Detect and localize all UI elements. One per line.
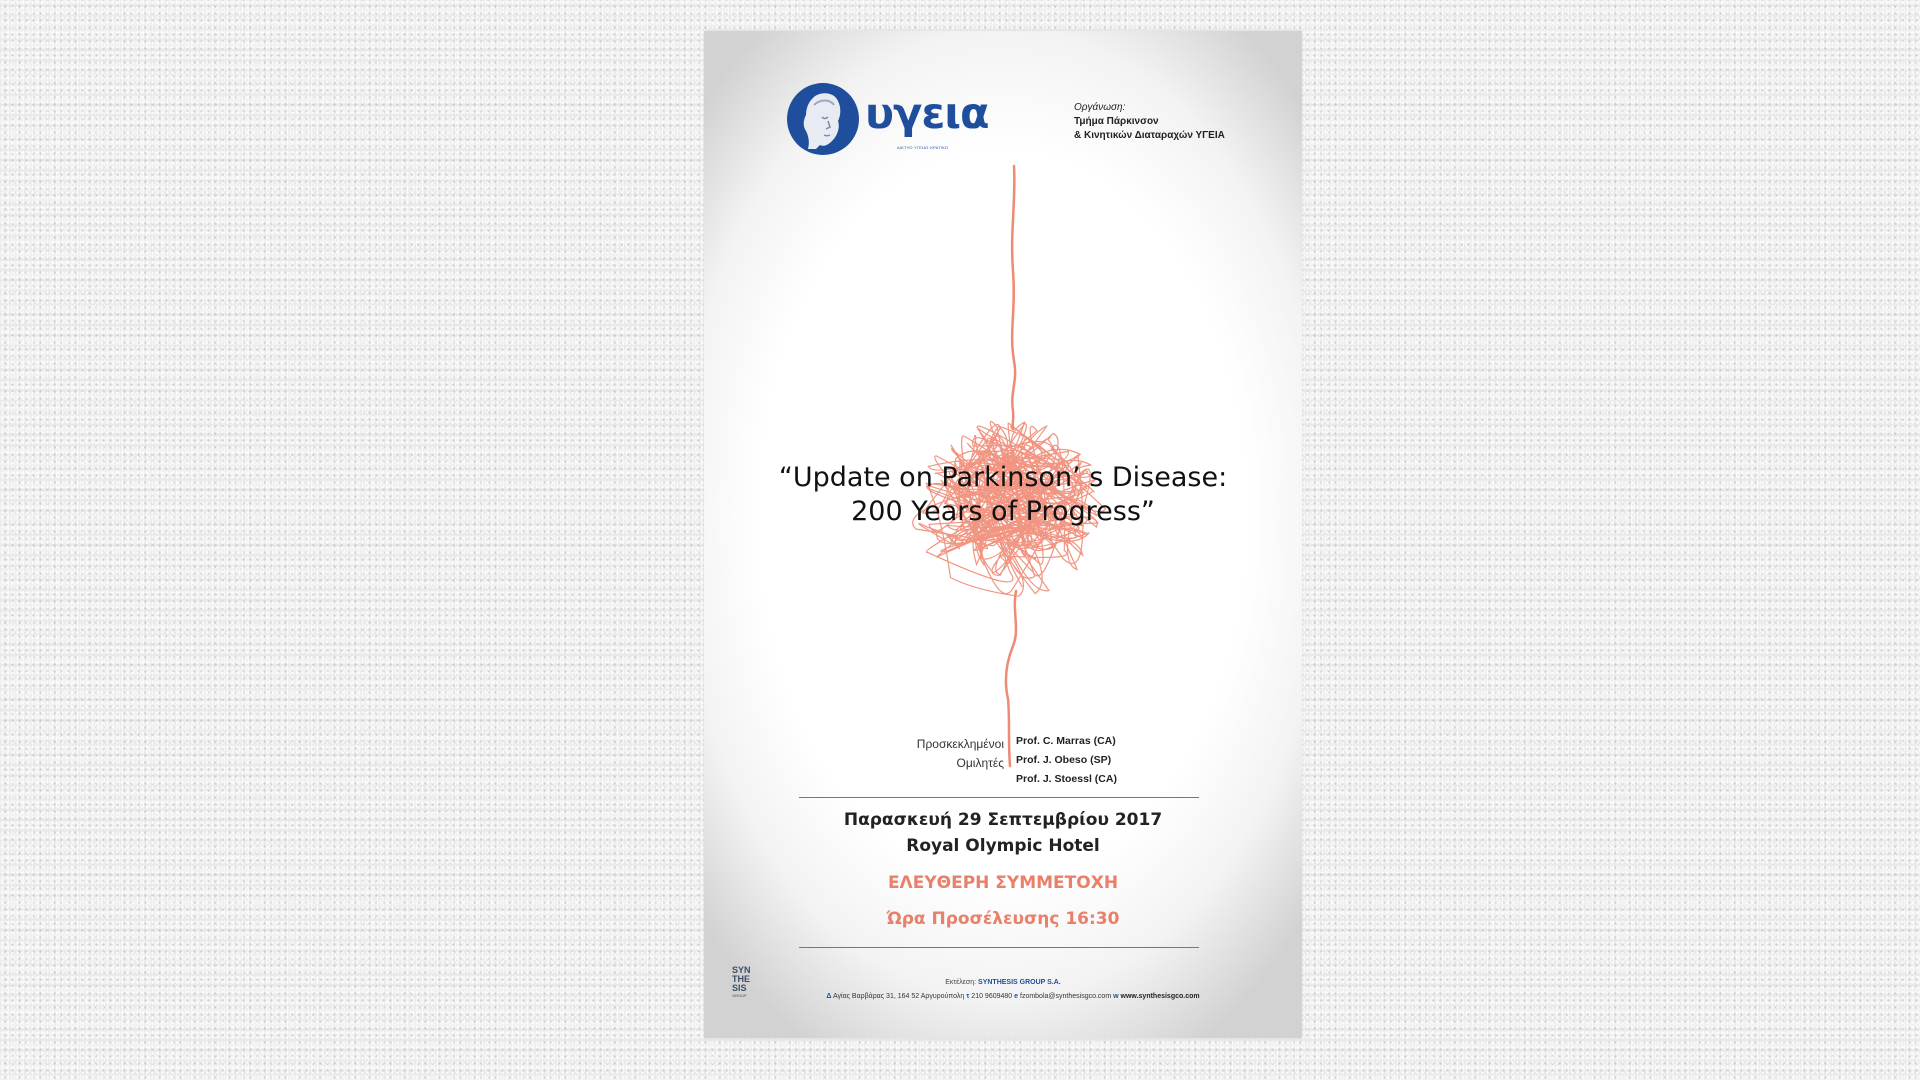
title-line-1: “Update on Parkinson’ s Disease: bbox=[778, 462, 1228, 493]
thread-top bbox=[1012, 166, 1015, 429]
address: Αγίας Βαρβάρας 31, 164 52 Αργυρούπολη bbox=[832, 993, 965, 1000]
divider-bottom bbox=[799, 947, 1199, 948]
exec-company: SYNTHESIS GROUP S.A. bbox=[978, 979, 1061, 986]
website: www.synthesisgco.com bbox=[1120, 993, 1200, 1000]
exec-label: Εκτέλεση: bbox=[945, 979, 977, 986]
divider-top bbox=[799, 797, 1199, 798]
organizer-line-2: & Κινητικών Διαταραχών ΥΓΕΙΑ bbox=[1074, 130, 1225, 141]
logo-tagline: ΔΙΚΤΥΟ ΥΓΕΙΑΣ ΚΡΑΤΙΚΟ bbox=[897, 145, 949, 150]
web-key: w bbox=[1113, 993, 1119, 1000]
logo-wordmark: υγεια bbox=[865, 89, 989, 139]
event-date: Παρασκευή 29 Σεπτεμβρίου 2017 bbox=[843, 810, 1163, 830]
speakers-label bbox=[864, 735, 1004, 773]
arrival-time: Ώρα Προσέλευσης 16:30 bbox=[886, 909, 1120, 929]
email: fzombola@synthesisgco.com bbox=[1020, 993, 1112, 1000]
speaker-name: Prof. J. Stoessl (CA) bbox=[1016, 773, 1117, 785]
free-admission: ΕΛΕΥΘΕΡΗ ΣΥΜΜΕΤΟΧΗ bbox=[887, 873, 1119, 893]
speaker-name: Prof. J. Obeso (SP) bbox=[1016, 754, 1112, 766]
organizer-label: Οργάνωση: bbox=[1074, 102, 1126, 113]
thread-bottom bbox=[1006, 591, 1016, 766]
phone-key: τ bbox=[966, 993, 970, 1000]
contact-line bbox=[704, 993, 1302, 1000]
event-poster bbox=[704, 31, 1302, 1038]
address-key: Δ bbox=[826, 993, 832, 1000]
execution-credit bbox=[704, 979, 1302, 986]
poster-title bbox=[704, 461, 1302, 529]
title-line-2: 200 Years of Progress” bbox=[851, 496, 1155, 527]
speaker-name: Prof. C. Marras (CA) bbox=[1016, 735, 1116, 747]
phone: 210 9609480 bbox=[971, 993, 1013, 1000]
speakers-label-line-1: Προσκεκλημένοι bbox=[916, 737, 1004, 751]
synthesis-logo: SYN THE SIS GROUP bbox=[732, 965, 751, 998]
event-venue: Royal Olympic Hotel bbox=[906, 836, 1100, 856]
speakers-list bbox=[1016, 732, 1117, 789]
email-key: e bbox=[1014, 993, 1019, 1000]
speakers-label-line-2: Ομιλητές bbox=[956, 756, 1004, 770]
organizer-line-1: Τμήμα Πάρκινσον bbox=[1074, 116, 1159, 127]
